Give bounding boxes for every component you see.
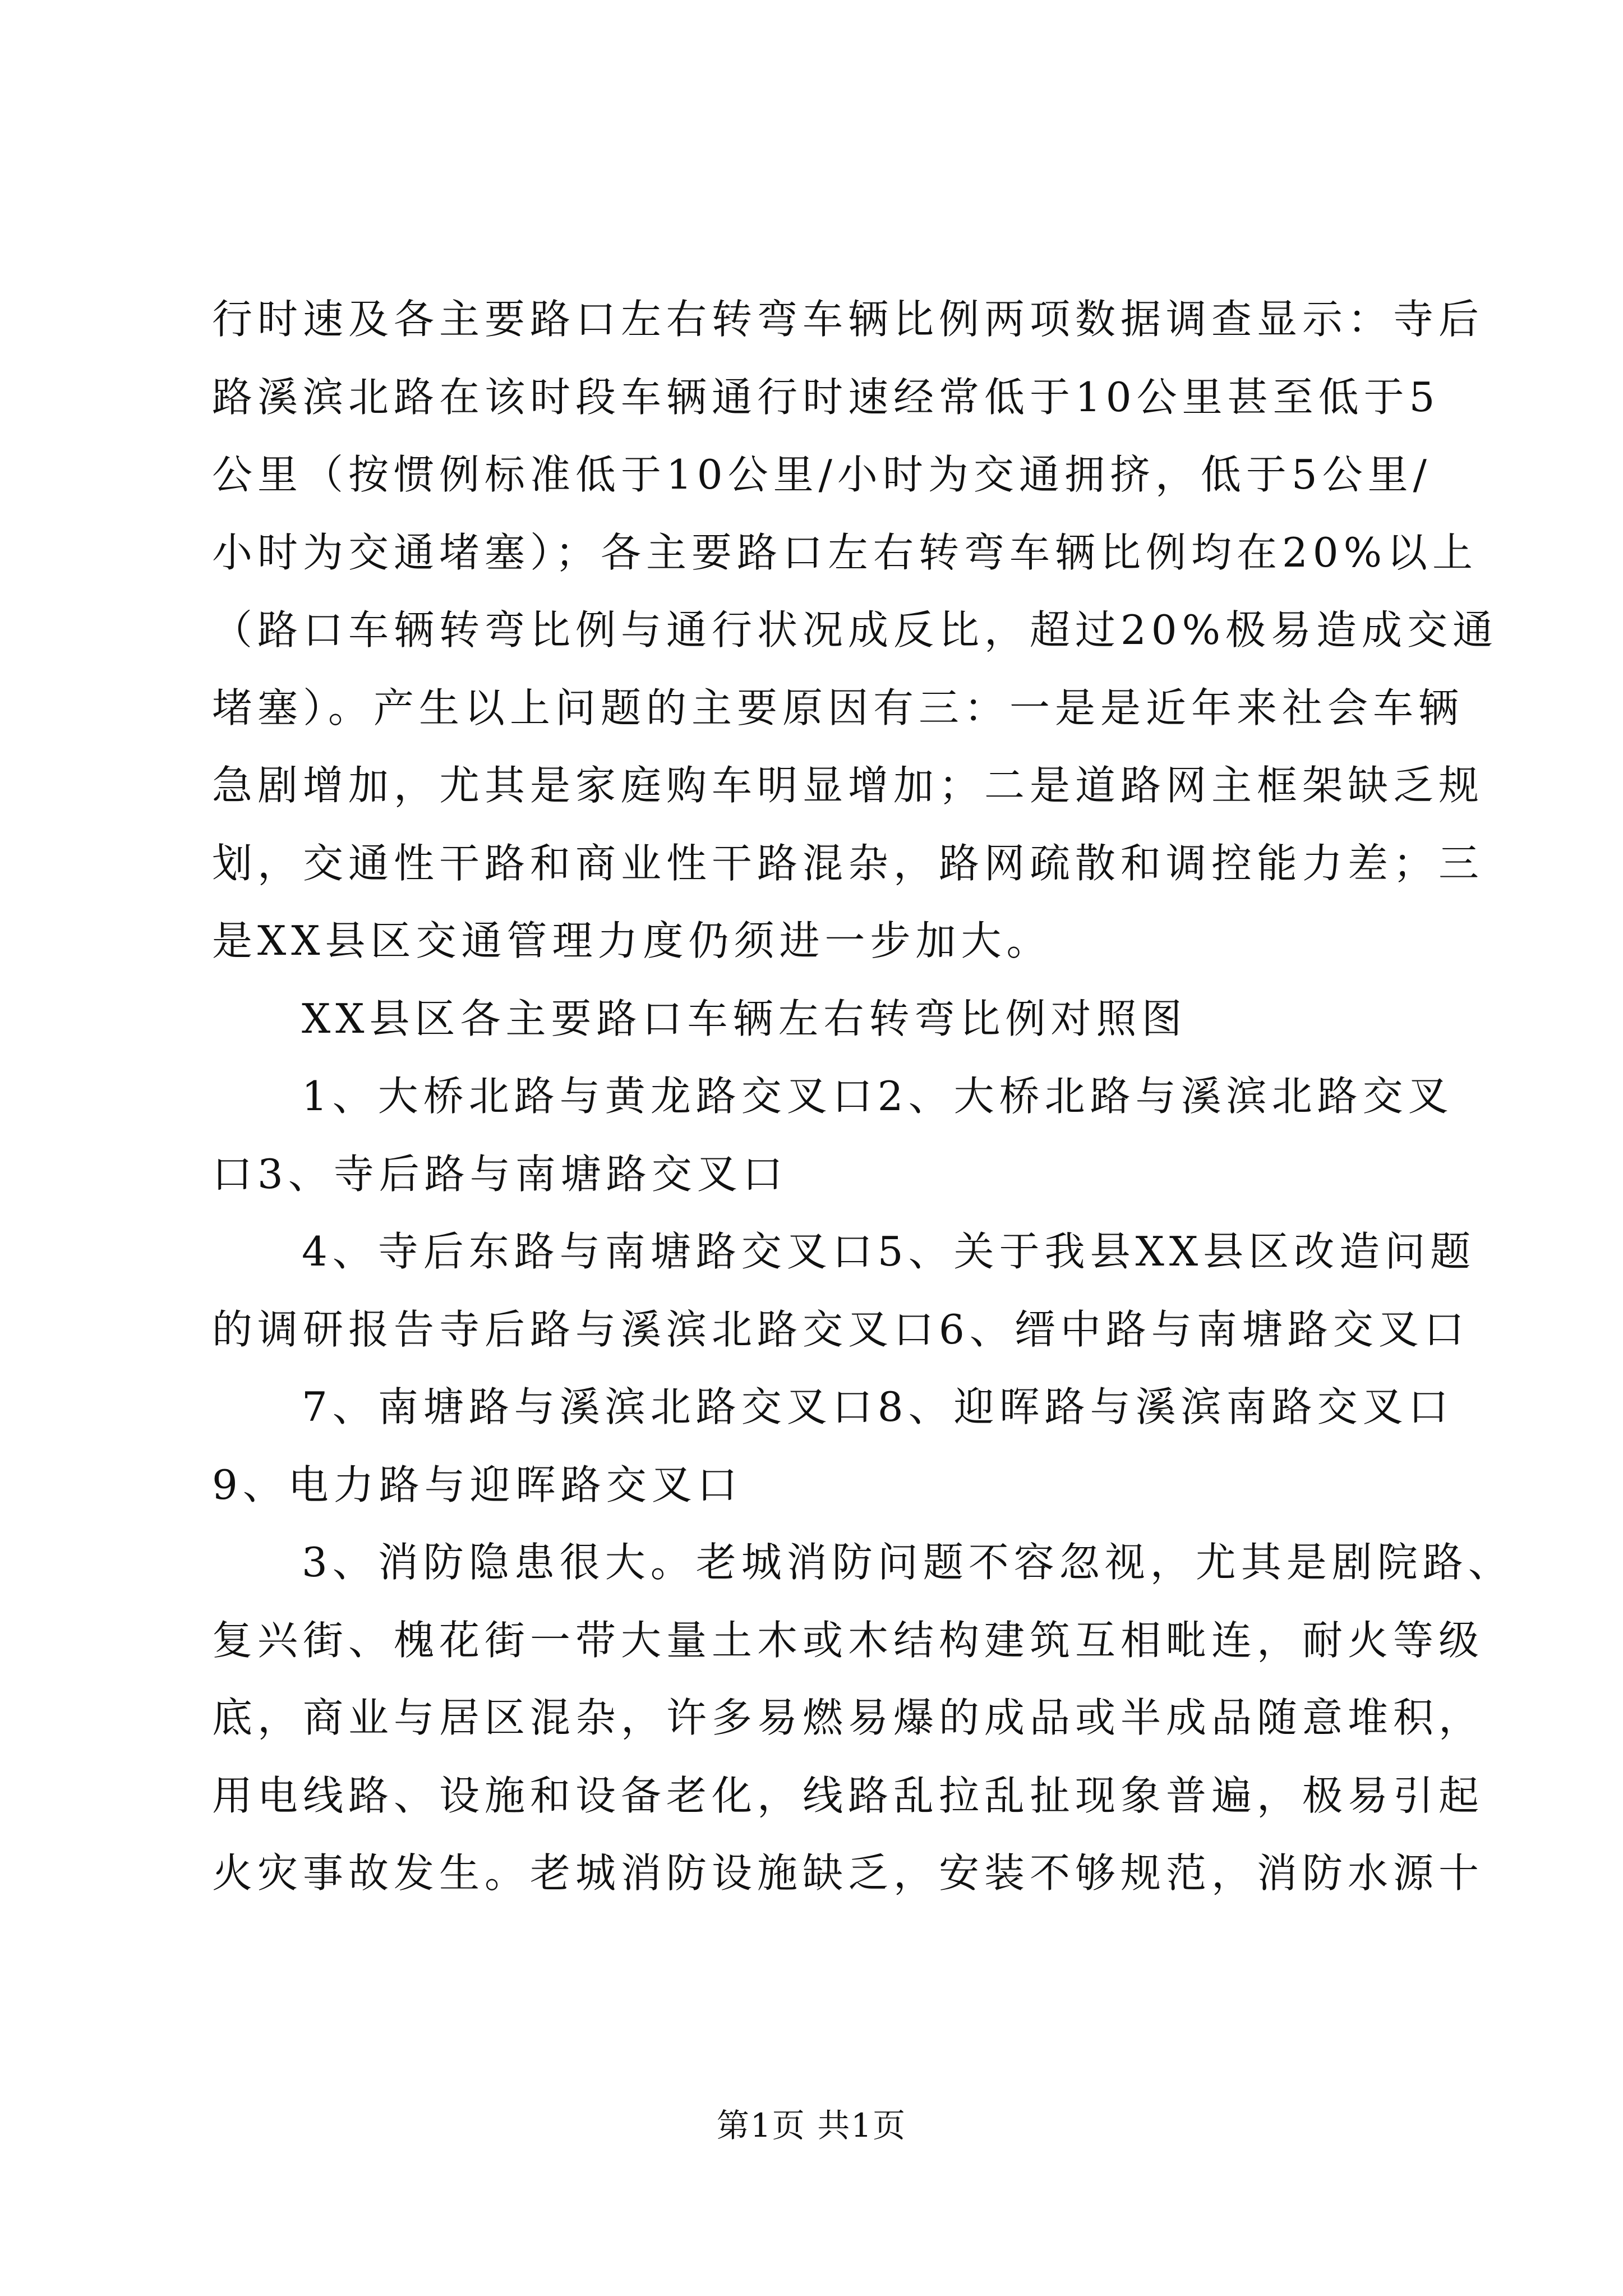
text-line: 用电线路、设施和设备老化，线路乱拉乱扯现象普遍，极易引起	[212, 1772, 1484, 1819]
text-line: （路口车辆转弯比例与通行状况成反比，超过20%极易造成交通	[212, 606, 1498, 654]
text-line: 划，交通性干路和商业性干路混杂，路网疏散和调控能力差；三	[212, 839, 1484, 887]
text-line: 火灾事故发生。老城消防设施缺乏，安装不够规范，消防水源十	[212, 1849, 1484, 1897]
page-footer	[0, 2099, 1623, 2146]
text-line: 的调研报告寺后路与溪滨北路交叉口6、缙中路与南塘路交叉口	[212, 1305, 1469, 1353]
text-line: 小时为交通堵塞）；各主要路口左右转弯车辆比例均在20%以上	[212, 528, 1478, 576]
paragraph-figure-caption	[212, 980, 1412, 1058]
paragraph-traffic-survey	[212, 280, 1498, 980]
paragraph-intersection-list-2	[212, 1213, 1476, 1368]
text-line: 复兴街、槐花街一带大量土木或木结构建筑互相毗连，耐火等级	[212, 1616, 1484, 1664]
paragraph-fire-hazard	[212, 1524, 1514, 1912]
text-line: 是XX县区交通管理力度仍须进一步加大。	[212, 917, 1052, 964]
text-line: 公里（按惯例标准低于10公里/小时为交通拥挤，低于5公里/	[212, 451, 1432, 498]
text-line: 口3、寺后路与南塘路交叉口	[212, 1150, 788, 1198]
text-line: 路溪滨北路在该时段车辆通行时速经常低于10公里甚至低于5	[212, 373, 1440, 421]
document-body	[212, 280, 1514, 1912]
text-line: 1、大桥北路与黄龙路交叉口2、大桥北路与溪滨北路交叉	[302, 1073, 1454, 1120]
paragraph-intersection-list-3	[212, 1368, 1454, 1524]
text-line: 急剧增加，尤其是家庭购车明显增加；二是道路网主框架缺乏规	[212, 762, 1484, 809]
paragraph-intersection-list-1	[212, 1057, 1454, 1213]
text-line: 7、南塘路与溪滨北路交叉口8、迎晖路与溪滨南路交叉口	[302, 1383, 1454, 1430]
text-line: 3、消防隐患很大。老城消防问题不容忽视，尤其是剧院路、	[302, 1539, 1514, 1586]
text-line: 堵塞）。产生以上问题的主要原因有三：一是是近年来社会车辆	[212, 684, 1464, 731]
text-line: 4、寺后东路与南塘路交叉口5、关于我县XX县区改造问题	[302, 1228, 1476, 1275]
page-number-label: 第1页 共1页	[716, 2106, 907, 2145]
text-line: 9、电力路与迎晖路交叉口	[212, 1461, 743, 1508]
text-line: 行时速及各主要路口左右转弯车辆比例两项数据调查显示：寺后	[212, 296, 1484, 343]
text-line: XX县区各主要路口车辆左右转弯比例对照图	[302, 995, 1187, 1042]
text-line: 底，商业与居区混杂，许多易燃易爆的成品或半成品随意堆积，	[212, 1694, 1484, 1741]
